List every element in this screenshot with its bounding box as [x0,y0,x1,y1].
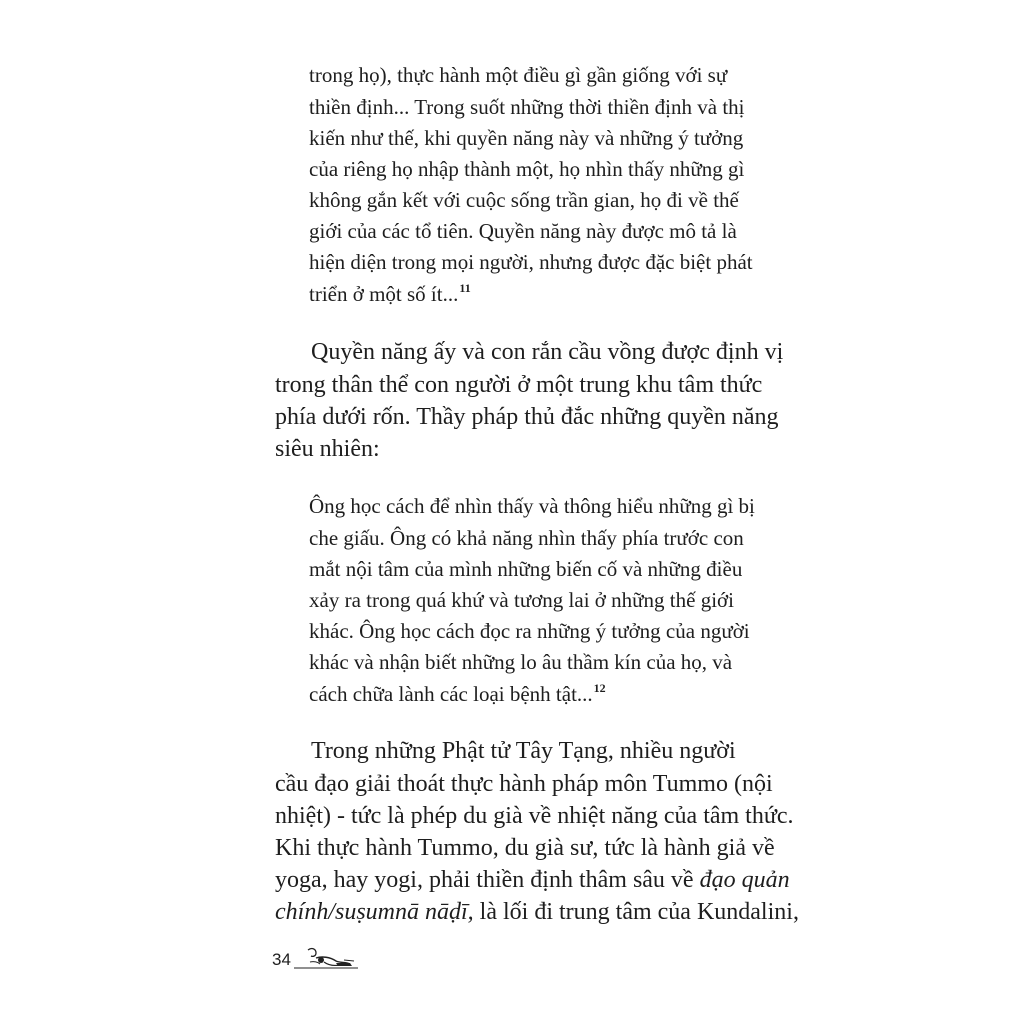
body-text: yoga, hay yogi, phải thiền định thâm sâu về [275,867,700,893]
quote-line: trong họ), thực hành một điều gì gần giống với sự [309,63,728,87]
body-line: Khi thực hành Tummo, du già sư, tức là hành giả về [275,835,775,861]
quote-line: Ông học cách để nhìn thấy và thông hiểu những gì bị [309,494,755,518]
quote-line: mắt nội tâm của mình những biến cố và những điều [309,557,743,581]
quote-line: khác và nhận biết những lo âu thầm kín của họ, và [309,650,733,674]
quote-line: che giấu. Ông có khả năng nhìn thấy phía trước con [309,526,744,550]
quote-line: không gắn kết với cuộc sống trần gian, họ đi về thế [309,188,739,212]
body-line: siêu nhiên: [275,436,380,462]
italic-term: đạo quản [699,867,790,893]
body-line: cầu đạo giải thoát thực hành pháp môn Tummo (nội [275,771,773,797]
quote-line: kiến như thế, khi quyền năng này và những ý tưởng [309,126,744,150]
body-line: nhiệt) - tức là phép du già về nhiệt năng của tâm thức. [275,803,794,829]
body-line: Trong những Phật tử Tây Tạng, nhiều người [311,738,736,764]
body-text: là lối đi trung tâm của Kundalini, [473,899,799,925]
quote-line: khác. Ông học cách đọc ra những ý tưởng của người [309,619,750,643]
body-line: phía dưới rốn. Thầy pháp thủ đắc những quyền năng [275,404,779,430]
quote-line: của riêng họ nhập thành một, họ nhìn thấy những gì [309,157,745,181]
body-line: trong thân thể con người ở một trung khu tâm thức [275,372,763,398]
quote-line: hiện diện trong mọi người, nhưng được đặc biệt phát [309,250,753,274]
quote-line: thiền định... Trong suốt những thời thiền định và thị [309,95,745,119]
quote-line [309,681,606,707]
body-line [275,899,799,926]
footnote-marker: 11 [459,281,471,295]
lying-figure-ornament-icon [294,944,360,974]
quote-line: giới của các tổ tiên. Quyền năng này được mô tả là [309,219,737,243]
body-line [275,867,790,894]
body-line: Quyền năng ấy và con rắn cầu vồng được định vị [311,339,784,365]
page-number: 34 [272,950,291,969]
quote-line [309,281,471,307]
quote-text: cách chữa lành các loại bệnh tật... [309,682,593,706]
quote-text: triển ở một số ít... [309,282,459,306]
footnote-marker: 12 [593,681,606,695]
quote-line: xảy ra trong quá khứ và tương lai ở những thế giới [309,588,734,612]
italic-term: chính/suṣumnā nāḍī, [275,899,474,925]
